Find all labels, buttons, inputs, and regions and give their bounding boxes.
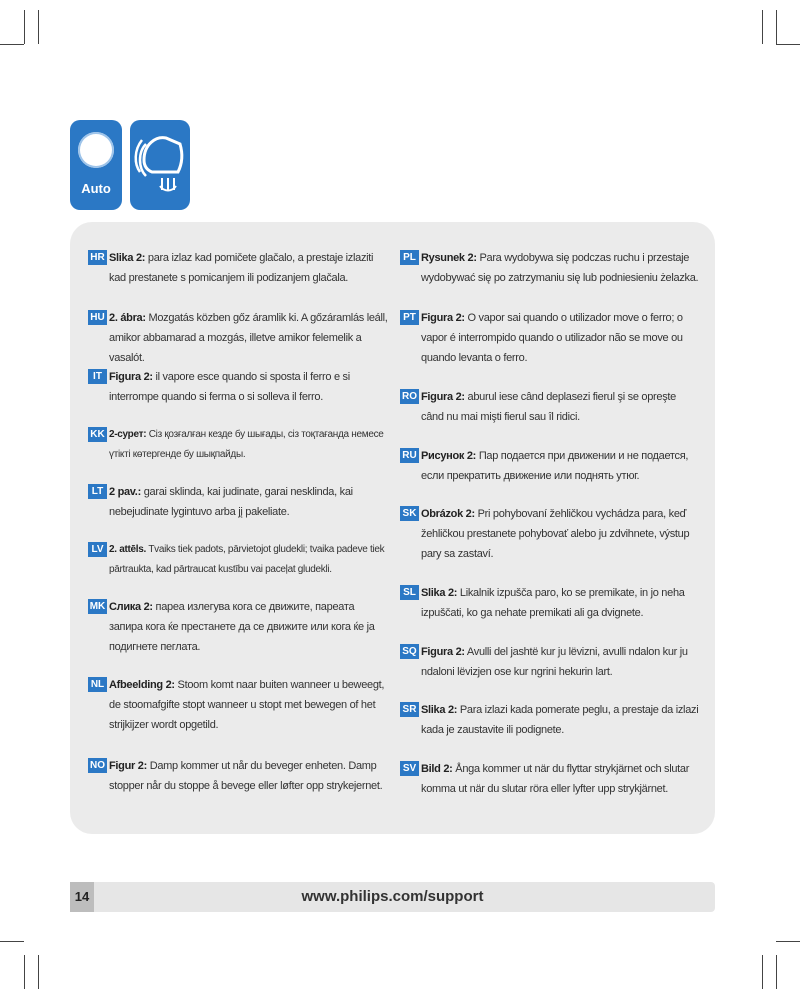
entry-text <box>421 642 700 682</box>
entry-title: 2. ábra: <box>109 312 146 324</box>
language-badge: HR <box>88 250 107 265</box>
entry-title: Figura 2: <box>109 371 153 383</box>
entry-title: Figura 2: <box>421 646 465 658</box>
entry-text <box>109 367 388 407</box>
entry-body: garai sklinda, kai judinate, garai nesklinda, kai nebejudinate lygintuvo arba jį pakeliate. <box>109 486 353 518</box>
entry-text <box>421 583 700 623</box>
entry-body: O vapor sai quando o utilizador move o ferro; o vapor é interrompido quando o utilizador não se move ou quando levanta o ferro. <box>421 312 683 364</box>
entry-text <box>421 248 700 288</box>
entry-body: aburul iese când deplasezi fierul şi se opreşte când nu mai mişti fierul sau îl ridici. <box>421 391 676 423</box>
entry-body: Tvaiks tiek padots, pārvietojot gludekli; tvaika padeve tiek pārtraukta, kad pārtraucat kustību vai paceļat gludekli. <box>109 544 385 575</box>
entry-text <box>421 504 700 564</box>
entry-no <box>88 756 388 796</box>
entry-body: para izlaz kad pomičete glačalo, a prestaje izlaziti kad prestanete s pomicanjem ili podizanjem glačala. <box>109 252 374 284</box>
entry-nl <box>88 675 388 735</box>
language-badge: RU <box>400 448 419 463</box>
crop-mark <box>762 10 763 44</box>
crop-mark <box>776 44 800 45</box>
entry-title: 2. attēls. <box>109 544 147 555</box>
crop-mark <box>38 955 39 989</box>
entry-text <box>109 756 388 796</box>
entry-text <box>109 308 388 368</box>
language-badge: PT <box>400 310 419 325</box>
entry-body: Ånga kommer ut när du flyttar strykjärnet och slutar komma ut när du slutar röra eller lyfter upp strykjärnet. <box>421 763 690 795</box>
language-badge: HU <box>88 310 107 325</box>
crop-mark <box>0 941 24 942</box>
entry-title: Obrázok 2: <box>421 508 475 520</box>
entry-text <box>109 482 388 522</box>
language-badge: NO <box>90 760 105 771</box>
crop-mark <box>24 955 25 989</box>
entry-title: Afbeelding 2: <box>109 679 175 691</box>
crop-mark <box>0 44 24 45</box>
language-badge: SR <box>400 702 419 717</box>
crop-mark <box>776 955 777 989</box>
entry-kk <box>88 425 388 465</box>
language-badge: SQ <box>400 644 419 659</box>
entry-text <box>109 675 388 735</box>
entry-text <box>109 425 388 465</box>
auto-steam-icon <box>70 120 122 210</box>
language-badge: MK <box>89 601 106 612</box>
entry-title: Figura 2: <box>421 312 465 324</box>
entry-text <box>421 308 700 368</box>
entry-sk <box>400 504 700 564</box>
entry-title: Rysunek 2: <box>421 252 477 264</box>
entry-text <box>109 597 388 657</box>
language-badge: SK <box>400 506 419 521</box>
entry-body: Para izlazi kada pomerate peglu, a prestaje da izlazi kada je zaustavite ili podignete. <box>421 704 699 736</box>
crop-mark <box>24 10 25 44</box>
entry-body: Likalnik izpušča paro, ko se premikate, in jo neha izpuščati, ko ga nehate premikati ali ga dvignete. <box>421 587 685 619</box>
steam-boost-icon <box>130 120 190 210</box>
language-badge: LV <box>88 542 107 557</box>
entry-body: Stoom komt naar buiten wanneer u beweegt, de stoomafgifte stopt wanneer u stopt met bewegen of het strijkijzer wordt opgetild. <box>109 679 385 731</box>
entry-lv <box>88 540 388 580</box>
entry-sr <box>400 700 700 740</box>
entry-sq <box>400 642 700 682</box>
auto-label: Auto <box>81 181 111 196</box>
entry-text <box>421 759 700 799</box>
language-badge: SL <box>400 585 419 600</box>
language-badge: RO <box>402 391 417 402</box>
entry-hr <box>88 248 388 288</box>
entry-it <box>88 367 388 407</box>
entry-title: Slika 2: <box>421 704 458 716</box>
entry-body: Para wydobywa się podczas ruchu i przestaje wydobywać się po zatrzymaniu się lub podniesieniu żelazka. <box>421 252 699 284</box>
entry-title: Slika 2: <box>109 252 146 264</box>
entry-text <box>109 248 388 288</box>
crop-mark <box>762 955 763 989</box>
entry-text <box>421 387 700 427</box>
entry-sv <box>400 759 700 799</box>
language-badge: KK <box>88 427 107 442</box>
entry-hu <box>88 308 388 368</box>
entry-title: Слика 2: <box>109 601 153 613</box>
entry-title: Slika 2: <box>421 587 458 599</box>
language-badge: IT <box>88 369 107 384</box>
entry-body: Сіз қозғалған кезде бу шығады, сіз тоқтағанда немесе үтікті көтергенде бу шықпайды. <box>109 429 384 460</box>
entry-text <box>109 540 388 580</box>
entry-pl <box>400 248 700 288</box>
crop-mark <box>38 10 39 44</box>
entry-title: Figura 2: <box>421 391 465 403</box>
entry-pt <box>400 308 700 368</box>
entry-body: il vapore esce quando si sposta il ferro e si interrompe quando si ferma o si solleva il ferro. <box>109 371 350 403</box>
entry-body: Damp kommer ut når du beveger enheten. Damp stopper når du stoppe å bevege eller løfter opp strykejernet. <box>109 760 383 792</box>
entry-mk <box>88 597 388 657</box>
entry-text <box>421 700 700 740</box>
entry-body: Пар подается при движении и не подается, если прекратить движение или поднять утюг. <box>421 450 689 482</box>
crop-mark <box>776 10 777 44</box>
entry-ru <box>400 446 700 486</box>
support-url: www.philips.com/support <box>301 888 484 905</box>
language-badge: NL <box>88 677 107 692</box>
entry-text <box>421 446 700 486</box>
auto-oval <box>78 132 114 168</box>
iron-steam-graphic <box>130 120 190 210</box>
entry-lt <box>88 482 388 522</box>
language-badge: PL <box>400 250 419 265</box>
entry-sl <box>400 583 700 623</box>
page-footer <box>70 882 715 912</box>
entry-title: 2 pav.: <box>109 486 141 498</box>
entry-title: Bild 2: <box>421 763 453 775</box>
language-badge: SV <box>400 761 419 776</box>
page-number: 14 <box>70 882 94 912</box>
entry-body: Mozgatás közben gőz áramlik ki. A gőzáramlás leáll, amikor abbamarad a mozgás, illetve amikor felemelik a vasalót. <box>109 312 388 364</box>
entry-title: 2-сурет: <box>109 429 147 440</box>
entry-ro <box>400 387 700 427</box>
entry-body: пареа излегува кога се движите, пареата запира кога ќе престанете да се движите или кога ќе ја подигнете пеглата. <box>109 601 375 653</box>
entry-title: Рисунок 2: <box>421 450 477 462</box>
language-badge: LT <box>88 484 107 499</box>
entry-title: Figur 2: <box>109 760 147 772</box>
crop-mark <box>776 941 800 942</box>
entry-body: Avulli del jashtë kur ju lëvizni, avulli ndalon kur ju ndaloni lëvizjen ose kur ngrini hekurin lart. <box>421 646 688 678</box>
entry-body: Pri pohybovaní žehličkou vychádza para, keď žehličkou prestanete pohybovať alebo ju zdvihnete, výstup pary sa zastaví. <box>421 508 690 560</box>
